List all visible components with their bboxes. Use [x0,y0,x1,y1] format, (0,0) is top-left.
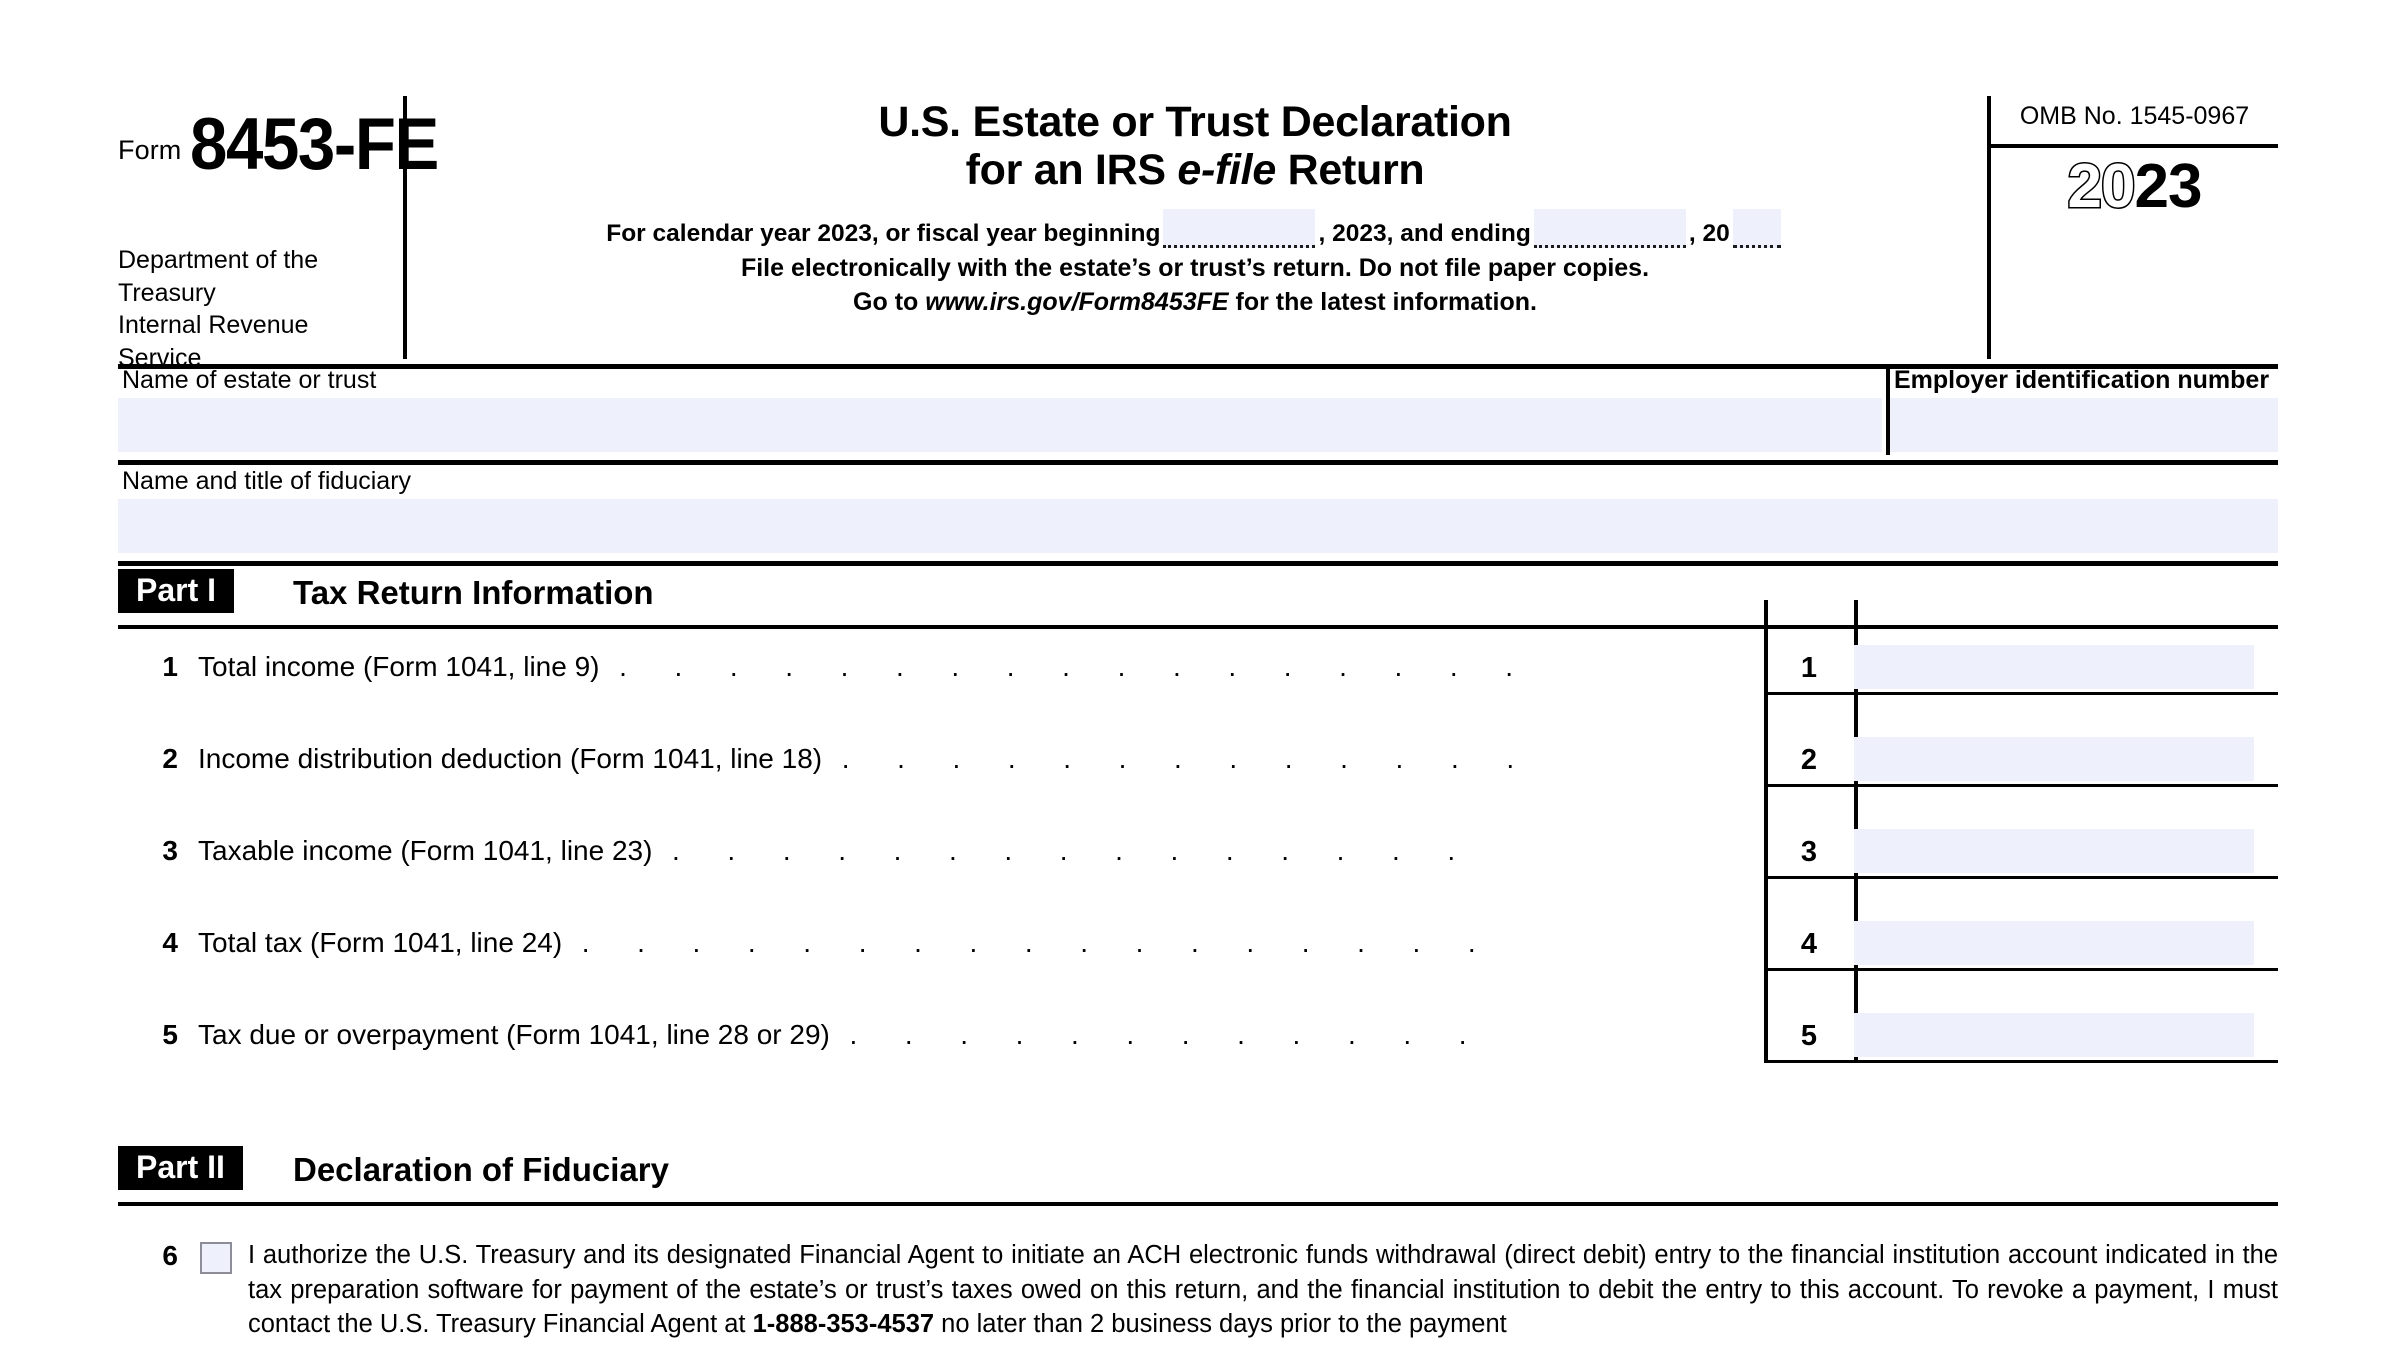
omb-divider [1991,144,2278,148]
form-identifier [118,96,438,185]
efile-italic: e-file [1177,146,1276,195]
calendar-year-post-label: , 20 [1688,219,1730,247]
tax-year-outline: 20 [2067,152,2135,221]
part1-line-row [118,692,2278,784]
ein-label: Employer identification number [1894,366,2270,394]
entity-name-row [118,364,2278,465]
line-amount-input[interactable] [1854,1013,2254,1057]
line-number: 2 [162,743,178,774]
filing-instructions [407,252,1983,320]
part2-title: Declaration of Fiduciary [293,1151,669,1188]
ach-text-part-a: I authorize the U.S. Treasury and its designated Financial Agent to initiate an ACH electronic funds withdrawal (direct debit) entry to the financial institution account indicated in the tax preparation software for payment of the estate’s or trust’s taxes owed on this return, and the financial institution to debit the entry to this account. To revoke a payment, I must contact the U.S. Treasury Financial Agent at [248,1241,2278,1339]
department-line-2: Internal Revenue Service [118,311,309,372]
calendar-year-label: For calendar year 2023, or fiscal year beginning [606,219,1161,247]
fiduciary-label: Name and title of fiduciary [122,467,412,495]
part2-divider [118,1202,2278,1206]
line-amount-input[interactable] [1854,737,2254,781]
line-description: Total income (Form 1041, line 9) . . . . . . . . . . . . . . . . . [198,651,1556,682]
line-number-box-label: 3 [1800,836,1818,868]
line-6-number: 6 [162,1240,178,1271]
part1-title: Tax Return Information [293,574,654,611]
line-number-box [1764,968,1858,1063]
line-number-box-label: 2 [1800,744,1818,776]
header-center-block [407,96,1991,359]
line-amount-cell [1854,600,2278,695]
form-title-line-1: U.S. Estate or Trust Declaration [878,98,1512,146]
part1-line-row [118,600,2278,692]
estate-name-field [118,364,1886,455]
issuing-agency [118,244,396,374]
fiduciary-field [118,465,2278,556]
fiduciary-input[interactable] [118,499,2278,553]
header-left-block [118,96,438,372]
department-line-1: Department of the Treasury [118,246,319,307]
goto-label: Go to [853,287,926,316]
fiscal-year-end-input[interactable] [1534,209,1686,248]
line-amount-cell [1854,876,2278,971]
ach-text-part-b: no later than 2 business days prior to the payment [934,1310,1507,1339]
line-description: Total tax (Form 1041, line 24) . . . . . . . . . . . . . . . . . [198,927,1518,958]
line-number-box [1764,692,1858,787]
part1-line-row [118,968,2278,1060]
title-line2-pre: for an IRS [965,146,1178,195]
line-amount-input[interactable] [1854,645,2254,689]
line-amount-input[interactable] [1854,829,2254,873]
line-number-box-label: 1 [1800,652,1818,684]
line-number-box [1764,600,1858,695]
line-description: Taxable income (Form 1041, line 23) . . . . . . . . . . . . . . . [198,835,1498,866]
line-amount-cell [1854,692,2278,787]
goto-suffix: for the latest information. [1228,287,1537,316]
tax-year [1991,152,2278,221]
fiscal-year-end-year-input[interactable] [1733,209,1781,248]
title-line2-post: Return [1275,146,1425,195]
form-title-line-2 [407,146,1983,194]
instruction-line-2 [407,286,1983,320]
instruction-line-1: File electronically with the estate’s or trust’s return. Do not file paper copies. [740,254,1650,282]
line-number: 3 [162,835,178,866]
line-number-box-label: 4 [1800,928,1818,960]
line-number: 5 [162,1019,178,1050]
line-number-box-label: 5 [1800,1020,1818,1052]
fiduciary-name-row [118,465,2278,566]
line-amount-cell [1854,968,2278,1063]
part1-line-row [118,876,2278,968]
form-word-label: Form [118,135,182,165]
calendar-year-mid-label: , 2023, and ending [1318,219,1531,247]
irs-url-link[interactable]: www.irs.gov/Form8453FE [925,287,1229,316]
omb-number: OMB No. 1545-0967 [2019,102,2250,130]
form-header [118,96,2278,372]
line-number: 1 [162,651,178,682]
part1-line-row [118,784,2278,876]
line-description: Tax due or overpayment (Form 1041, line 28 or 29) . . . . . . . . . . . . [198,1019,1509,1050]
tax-year-solid: 23 [2134,152,2202,221]
line-amount-cell [1854,784,2278,879]
part1-line-items [118,600,2278,1062]
line-number: 4 [162,927,178,958]
line-number-box [1764,876,1858,971]
ach-authorization-checkbox[interactable] [200,1242,232,1274]
part2-header [118,1146,2278,1202]
form-number: 8453-FE [190,104,438,185]
irs-form-8453-fe [118,0,2278,1350]
line-number-box [1764,784,1858,879]
ach-authorization-text [248,1238,2278,1342]
ein-input[interactable] [1890,398,2278,452]
fiscal-year-line [407,204,1983,248]
line-amount-input[interactable] [1854,921,2254,965]
header-right-block [1991,96,2278,359]
line-description: Income distribution deduction (Form 1041, line 18) . . . . . . . . . . . . . [198,743,1557,774]
treasury-phone-number: 1-888-353-4537 [752,1310,935,1339]
estate-name-input[interactable] [118,398,1882,452]
part2-tag: Part II [118,1146,243,1190]
form-title [407,98,1983,194]
fiscal-year-begin-input[interactable] [1163,209,1315,248]
ein-field [1890,364,2278,455]
estate-name-label: Name of estate or trust [122,366,377,394]
part1-tag: Part I [118,569,234,613]
